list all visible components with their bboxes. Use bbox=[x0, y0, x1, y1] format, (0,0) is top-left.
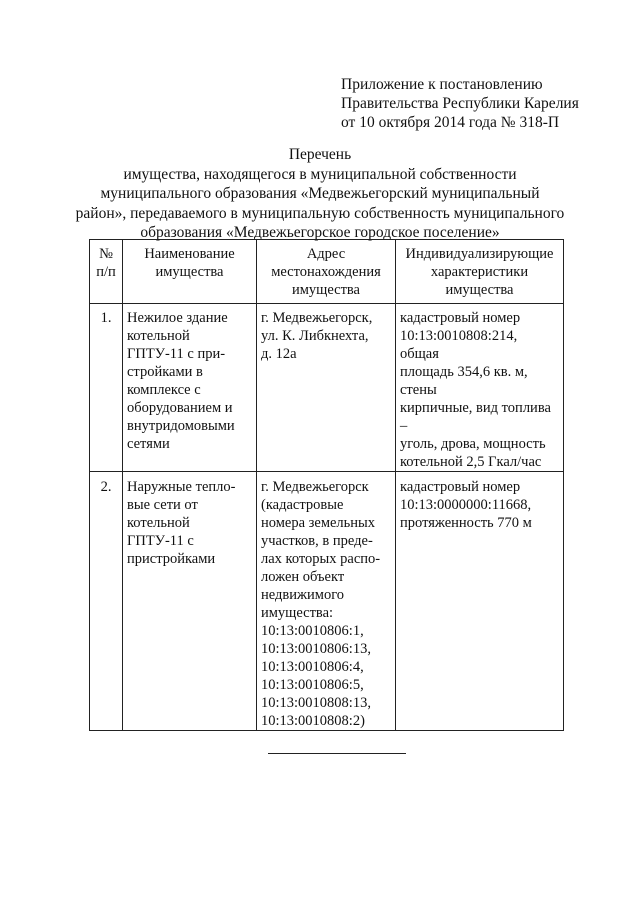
row-num: 2. bbox=[90, 472, 123, 731]
row-num: 1. bbox=[90, 304, 123, 472]
row-address: г. Медвежьегорск (кадастровые номера земельных участков, в преде- лах которых распо- ложен объект недвижимого имущества: 10:13:0010806:1, 10:13:0010806:13, 10:13:0010806:4, 10:13:0010806:5, 10:13:0010808:13, 10:13:0010808:2) bbox=[257, 472, 396, 731]
appendix-line-2: Правительства Республики Карелия bbox=[341, 95, 579, 112]
property-table bbox=[89, 239, 564, 731]
table-row bbox=[90, 304, 564, 472]
document-heading bbox=[0, 145, 640, 243]
table-header-row bbox=[90, 240, 564, 304]
row-name: Нежилое здание котельной ГПТУ-11 с при- стройками в комплексе с оборудованием и внутридомовыми сетями bbox=[123, 304, 257, 472]
appendix-line-3: от 10 октября 2014 года № 318-П bbox=[341, 114, 560, 131]
table-row bbox=[90, 472, 564, 731]
heading-line-2: имущества, находящегося в муниципальной собственности bbox=[123, 165, 517, 183]
closing-divider bbox=[268, 753, 406, 754]
appendix-block bbox=[341, 75, 579, 132]
header-address: Адрес местонахождения имущества bbox=[257, 240, 396, 304]
row-address: г. Медвежьегорск, ул. К. Либкнехта, д. 12а bbox=[257, 304, 396, 472]
header-num: № п/п bbox=[90, 240, 123, 304]
row-features: кадастровый номер 10:13:0000000:11668, протяженность 770 м bbox=[396, 472, 564, 731]
heading-line-5: образования «Медвежьегорское городское поселение» bbox=[140, 224, 500, 241]
heading-line-3: муниципального образования «Медвежьегорский муниципальный bbox=[100, 185, 540, 202]
heading-title: Перечень bbox=[288, 146, 352, 163]
appendix-line-1: Приложение к постановлению bbox=[341, 76, 543, 93]
header-name: Наименование имущества bbox=[123, 240, 257, 304]
heading-line-4: район», передаваемого в муниципальную собственность муниципального bbox=[75, 204, 565, 222]
row-features: кадастровый номер 10:13:0010808:214, общая площадь 354,6 кв. м, стены кирпичные, вид топлива – уголь, дрова, мощность котельной 2,5 Гкал/час bbox=[396, 304, 564, 472]
header-features: Индивидуализирующие характеристики имущества bbox=[396, 240, 564, 304]
row-name: Наружные тепло- вые сети от котельной ГПТУ-11 с пристройками bbox=[123, 472, 257, 731]
